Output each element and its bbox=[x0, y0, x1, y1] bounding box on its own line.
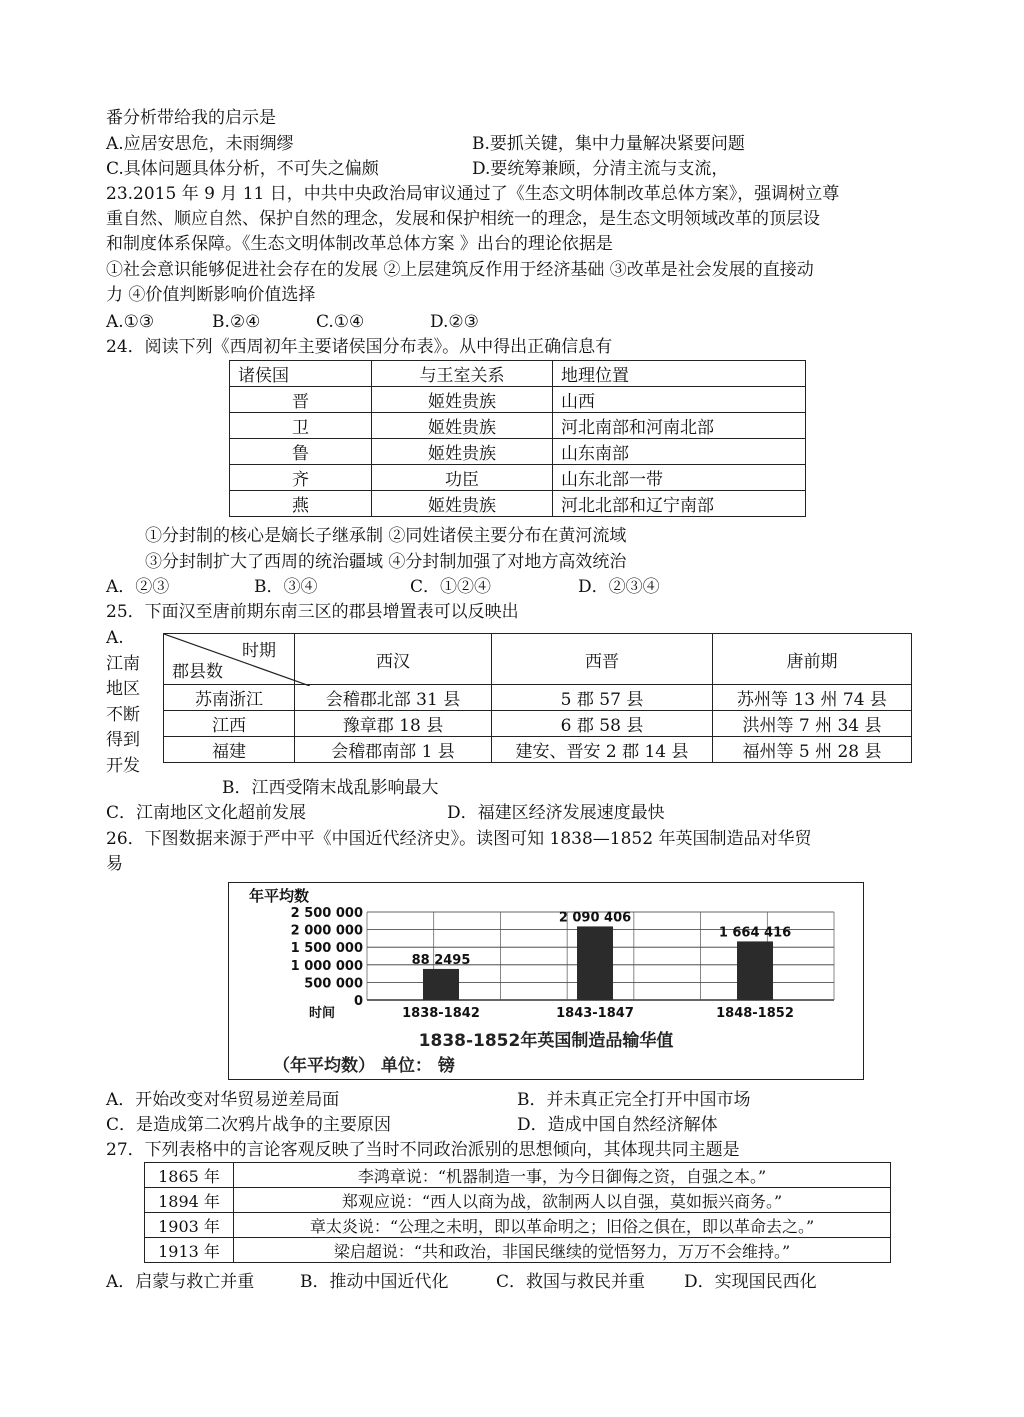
x-tick-label: 1843-1847 bbox=[556, 1006, 634, 1021]
q25-option-a-part: 地区 bbox=[106, 679, 140, 699]
q24-stem: 24．阅读下列《西周初年主要诸侯国分布表》。从中得出正确信息有 bbox=[106, 337, 613, 357]
bar bbox=[423, 969, 459, 1000]
chart-caption: 1838-1852年英国制造品输华值 bbox=[418, 1031, 674, 1051]
y-tick-label: 2 500 000 bbox=[290, 906, 363, 921]
table-cell: 会稽郡南部 1 县 bbox=[295, 737, 492, 763]
q24-option-a: A．②③ bbox=[106, 577, 170, 597]
q26-option-a: A．开始改变对华贸易逆差局面 bbox=[106, 1090, 340, 1110]
q25-option-d: D．福建区经济发展速度最快 bbox=[447, 803, 665, 823]
table-row bbox=[230, 413, 806, 439]
bar bbox=[737, 941, 773, 1000]
q26-option-c: C．是造成第二次鸦片战争的主要原因 bbox=[106, 1115, 392, 1135]
bar-chart-svg bbox=[229, 883, 863, 1079]
table-cell: 6 郡 58 县 bbox=[492, 711, 713, 737]
table-row bbox=[164, 711, 912, 737]
table-cell: 燕 bbox=[230, 491, 372, 517]
table-header-cell: 诸侯国 bbox=[230, 361, 372, 387]
q24-statements-1: ①分封制的核心是嫡长子继承制 ②同姓诸侯主要分布在黄河流域 bbox=[145, 526, 627, 546]
corner-label-count: 郡县数 bbox=[172, 662, 223, 682]
q23-line-1: 23.2015 年 9 月 11 日，中共中央政治局审议通过了《生态文明体制改革总体方案》，强调树立尊 bbox=[106, 184, 840, 204]
table-cell: 鲁 bbox=[230, 439, 372, 465]
table-cell: 豫章郡 18 县 bbox=[295, 711, 492, 737]
table-cell: 李鸿章说：“机器制造一事，为今日御侮之资，自强之本。” bbox=[234, 1163, 891, 1188]
y-tick-label: 1 500 000 bbox=[290, 941, 363, 957]
table-header-cell: 地理位置 bbox=[553, 361, 806, 387]
q23-line-4: ①社会意识能够促进社会存在的发展 ②上层建筑反作用于经济基础 ③改革是社会发展的直接动 bbox=[106, 260, 814, 280]
diagonal-header-cell bbox=[164, 634, 295, 685]
q23-line-3: 和制度体系保障。《生态文明体制改革总体方案 》出台的理论依据是 bbox=[106, 234, 613, 254]
q25-option-a-part: 得到 bbox=[106, 730, 140, 750]
q25-option-a-part: 江南 bbox=[106, 653, 140, 674]
table-header-cell: 与王室关系 bbox=[372, 361, 553, 387]
q22-stem-end: 番分析带给我的启示是 bbox=[106, 108, 276, 128]
q26-option-d: D．造成中国自然经济解体 bbox=[517, 1115, 718, 1135]
table-row bbox=[164, 737, 912, 763]
q23-line-5: 力 ④价值判断影响价值选择 bbox=[106, 285, 316, 305]
table-cell: 1903 年 bbox=[145, 1213, 234, 1238]
table-cell: 姬姓贵族 bbox=[372, 439, 553, 465]
q23-option-c: C.①④ bbox=[316, 312, 365, 332]
y-tick-label: 500 000 bbox=[304, 976, 363, 992]
q24-option-d: D．②③④ bbox=[578, 577, 660, 597]
q27-option-d: D．实现国民西化 bbox=[684, 1272, 817, 1292]
x-axis-title: 时间 bbox=[309, 1006, 336, 1021]
table-cell: 河北南部和河南北部 bbox=[553, 413, 806, 439]
table-row bbox=[230, 465, 806, 491]
table-header-cell: 西晋 bbox=[492, 634, 713, 685]
y-tick-label: 0 bbox=[353, 994, 363, 1009]
q22-option-c: C.具体问题具体分析，不可失之偏颇 bbox=[106, 159, 379, 179]
y-tick-label: 2 000 000 bbox=[290, 923, 363, 939]
table-cell: 功臣 bbox=[372, 465, 553, 491]
q22-option-a: A.应居安思危，未雨绸缪 bbox=[106, 134, 294, 154]
table-row bbox=[145, 1213, 891, 1238]
table-cell: 山东北部一带 bbox=[553, 465, 806, 491]
table-row bbox=[230, 387, 806, 413]
q25-option-a-part: A. bbox=[106, 628, 124, 648]
q25-option-c: C．江南地区文化超前发展 bbox=[106, 803, 307, 823]
q26-stem-1: 26．下图数据来源于严中平《中国近代经济史》。读图可知 1838—1852 年英国制造品对华贸 bbox=[106, 829, 812, 849]
table-cell: 姬姓贵族 bbox=[372, 491, 553, 517]
q23-line-2: 重自然、顺应自然、保护自然的理念，发展和保护相统一的理念，是生态文明领域改革的顶层设 bbox=[106, 209, 820, 229]
q25-option-a bbox=[106, 626, 146, 779]
q27-option-c: C．救国与救民并重 bbox=[496, 1272, 646, 1292]
table-cell: 苏州等 13 州 74 县 bbox=[713, 685, 912, 711]
q27-table bbox=[144, 1162, 891, 1263]
q22-option-d: D.要统筹兼顾，分清主流与支流， bbox=[472, 159, 729, 179]
table-cell: 齐 bbox=[230, 465, 372, 491]
table-row bbox=[145, 1163, 891, 1188]
table-row bbox=[145, 1188, 891, 1213]
table-cell: 1913 年 bbox=[145, 1238, 234, 1263]
q25-stem: 25．下面汉至唐前期东南三区的郡县增置表可以反映出 bbox=[106, 602, 519, 622]
table-cell: 1894 年 bbox=[145, 1188, 234, 1213]
table-cell: 卫 bbox=[230, 413, 372, 439]
x-tick-label: 1848-1852 bbox=[716, 1006, 794, 1021]
table-cell: 建安、晋安 2 郡 14 县 bbox=[492, 737, 713, 763]
q24-option-b: B．③④ bbox=[254, 577, 318, 597]
table-cell: 章太炎说：“公理之未明，即以革命明之；旧俗之俱在，即以革命去之。” bbox=[234, 1213, 891, 1238]
table-header-cell: 唐前期 bbox=[713, 634, 912, 685]
q25-option-a-part: 不断 bbox=[106, 704, 140, 725]
table-cell: 河北北部和辽宁南部 bbox=[553, 491, 806, 517]
table-row bbox=[230, 491, 806, 517]
bar bbox=[577, 926, 613, 1000]
x-tick-label: 1838-1842 bbox=[402, 1006, 480, 1021]
q25-table bbox=[163, 633, 912, 763]
table-cell: 姬姓贵族 bbox=[372, 413, 553, 439]
table-cell: 晋 bbox=[230, 387, 372, 413]
q23-option-d: D.②③ bbox=[430, 312, 479, 332]
table-row bbox=[230, 439, 806, 465]
bar-chart bbox=[228, 882, 864, 1080]
table-header-row bbox=[230, 361, 806, 387]
table-cell: 福州等 5 州 28 县 bbox=[713, 737, 912, 763]
data-label: 88 2495 bbox=[411, 952, 471, 968]
q24-statements-2: ③分封制扩大了西周的统治疆域 ④分封制加强了对地方高效统治 bbox=[145, 552, 627, 572]
q26-option-b: B．并未真正完全打开中国市场 bbox=[517, 1090, 751, 1110]
q23-option-a: A.①③ bbox=[106, 312, 155, 332]
q27-option-a: A．启蒙与救亡并重 bbox=[106, 1272, 255, 1292]
chart-unit-caption: （年平均数） 单位： 镑 bbox=[273, 1056, 455, 1076]
table-cell: 1865 年 bbox=[145, 1163, 234, 1188]
table-cell: 郑观应说：“西人以商为战，欲制两人以自强，莫如振兴商务。” bbox=[234, 1188, 891, 1213]
y-axis-title: 年平均数 bbox=[249, 887, 310, 905]
table-cell: 会稽郡北部 31 县 bbox=[295, 685, 492, 711]
table-row bbox=[145, 1238, 891, 1263]
table-cell: 山西 bbox=[553, 387, 806, 413]
data-label: 2 090 406 bbox=[558, 910, 632, 926]
q27-stem: 27．下列表格中的言论客观反映了当时不同政治派别的思想倾向，其体现共同主题是 bbox=[106, 1140, 740, 1160]
q27-option-b: B．推动中国近代化 bbox=[300, 1272, 449, 1292]
table-cell: 姬姓贵族 bbox=[372, 387, 553, 413]
table-header-row bbox=[164, 634, 912, 685]
corner-label-period: 时期 bbox=[242, 641, 276, 661]
q25-option-a-part: 开发 bbox=[106, 755, 140, 776]
data-label: 1 664 416 bbox=[718, 925, 792, 941]
table-header-cell: 西汉 bbox=[295, 634, 492, 685]
table-cell: 洪州等 7 州 34 县 bbox=[713, 711, 912, 737]
table-cell: 梁启超说：“共和政治，非国民继续的觉悟努力，万万不会维持。” bbox=[234, 1238, 891, 1263]
table-cell: 山东南部 bbox=[553, 439, 806, 465]
y-tick-label: 1 000 000 bbox=[290, 958, 363, 974]
q24-table bbox=[229, 360, 806, 517]
q23-option-b: B.②④ bbox=[212, 312, 261, 332]
table-cell: 福建 bbox=[164, 737, 295, 763]
q22-option-b: B.要抓关键，集中力量解决紧要问题 bbox=[472, 134, 745, 154]
table-cell: 江西 bbox=[164, 711, 295, 737]
q26-stem-2: 易 bbox=[106, 854, 123, 874]
q25-option-b: B．江西受隋末战乱影响最大 bbox=[222, 778, 439, 798]
q24-option-c: C．①②④ bbox=[410, 577, 492, 597]
table-row bbox=[164, 685, 912, 711]
table-cell: 苏南浙江 bbox=[164, 685, 295, 711]
table-cell: 5 郡 57 县 bbox=[492, 685, 713, 711]
